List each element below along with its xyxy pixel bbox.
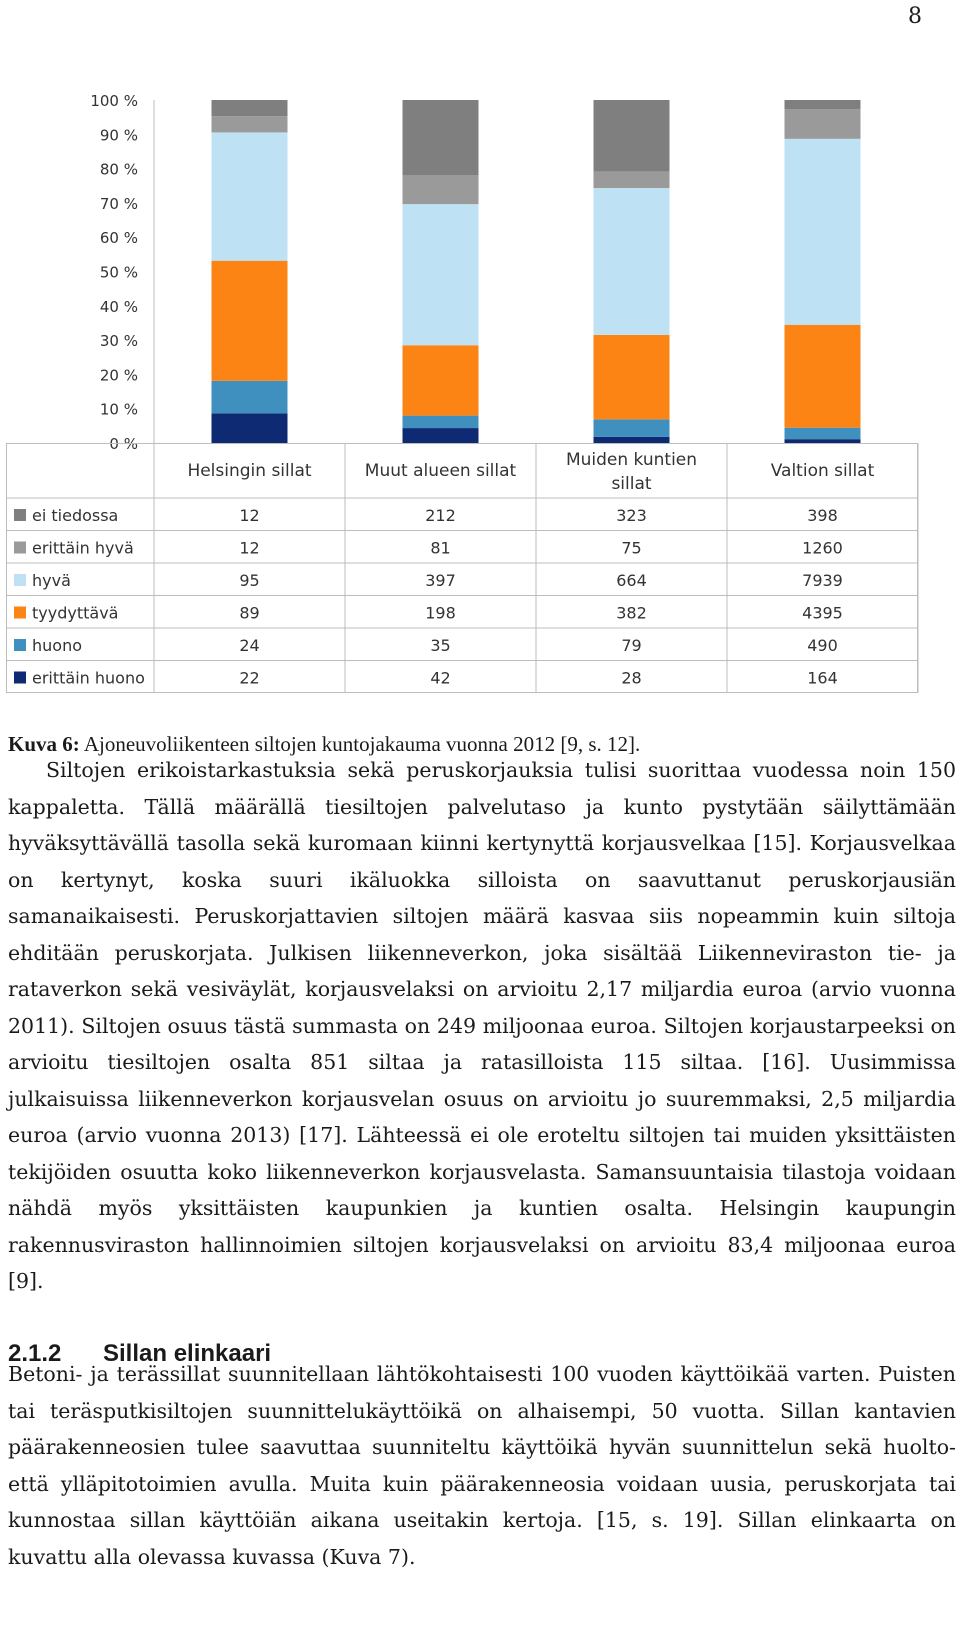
table-value: 12 bbox=[239, 538, 260, 558]
bar-segment bbox=[403, 204, 479, 345]
table-value: 212 bbox=[425, 506, 456, 525]
category-label: Valtion sillat bbox=[770, 461, 875, 481]
bar-segment bbox=[594, 419, 670, 436]
legend-label: tyydyttävä bbox=[32, 603, 119, 623]
bar-segment bbox=[785, 428, 861, 439]
table-value: 22 bbox=[239, 668, 260, 688]
table-value: 42 bbox=[430, 668, 451, 688]
table-value: 28 bbox=[621, 668, 642, 688]
legend-label: erittäin hyvä bbox=[32, 538, 134, 558]
bar-segment bbox=[403, 428, 479, 443]
table-value: 4395 bbox=[802, 603, 843, 623]
table-value: 323 bbox=[616, 506, 647, 525]
page-number: 8 bbox=[908, 4, 922, 29]
table-value: 35 bbox=[430, 636, 451, 655]
legend-label: ei tiedossa bbox=[32, 506, 119, 525]
table-value: 75 bbox=[621, 538, 642, 558]
legend-label: erittäin huono bbox=[32, 668, 145, 688]
bar-segment bbox=[785, 439, 861, 443]
bar-segment bbox=[403, 416, 479, 428]
table-value: 1260 bbox=[802, 538, 843, 558]
table-value: 7939 bbox=[802, 571, 843, 590]
bar-segment bbox=[212, 381, 288, 413]
table-value: 382 bbox=[616, 603, 647, 623]
legend-label: huono bbox=[32, 636, 82, 655]
y-tick-label: 100 % bbox=[90, 95, 138, 110]
table-value: 89 bbox=[239, 603, 260, 623]
bar-segment bbox=[212, 132, 288, 260]
y-tick-label: 60 % bbox=[99, 229, 138, 248]
bar-segment bbox=[403, 345, 479, 415]
legend-swatch bbox=[14, 607, 26, 619]
legend-label: hyvä bbox=[32, 571, 71, 590]
y-tick-label: 80 % bbox=[99, 160, 138, 179]
caption-label: Kuva 6: bbox=[8, 732, 80, 756]
y-tick-label: 30 % bbox=[99, 332, 138, 351]
category-label: Muut alueen sillat bbox=[364, 461, 517, 481]
y-tick-label: 40 % bbox=[99, 297, 138, 316]
table-value: 198 bbox=[425, 603, 456, 623]
bar-segment bbox=[212, 116, 288, 132]
y-tick-label: 90 % bbox=[99, 126, 138, 145]
category-label: sillat bbox=[611, 474, 652, 494]
bar-segment bbox=[785, 325, 861, 428]
y-tick-label: 0 % bbox=[109, 435, 138, 453]
bar-segment bbox=[212, 413, 288, 443]
bar-segment bbox=[594, 188, 670, 335]
y-tick-label: 10 % bbox=[99, 400, 138, 419]
table-value: 164 bbox=[807, 668, 838, 688]
bar-segment bbox=[594, 171, 670, 188]
bar-segment bbox=[594, 437, 670, 443]
caption-text: Ajoneuvoliikenteen siltojen kuntojakauma vuonna 2012 [9, s. 12]. bbox=[79, 732, 641, 756]
table-value: 95 bbox=[239, 571, 260, 590]
legend-swatch bbox=[14, 509, 26, 521]
table-value: 664 bbox=[616, 571, 647, 590]
bar-segment bbox=[403, 100, 479, 175]
section-title: Sillan elinkaari bbox=[103, 1340, 272, 1367]
category-label: Helsingin sillat bbox=[187, 461, 312, 481]
y-tick-label: 20 % bbox=[99, 366, 138, 385]
table-value: 79 bbox=[621, 636, 642, 655]
legend-swatch bbox=[14, 574, 26, 586]
bar-segment bbox=[212, 261, 288, 381]
category-label: Muiden kuntien bbox=[565, 450, 698, 470]
legend-swatch bbox=[14, 542, 26, 554]
y-tick-label: 50 % bbox=[99, 263, 138, 282]
table-value: 398 bbox=[807, 506, 838, 525]
legend-swatch bbox=[14, 639, 26, 651]
bar-segment bbox=[212, 100, 288, 116]
table-value: 12 bbox=[239, 506, 260, 525]
bar-segment bbox=[785, 100, 861, 109]
bar-segment bbox=[594, 335, 670, 419]
legend-swatch bbox=[14, 672, 26, 684]
bridge-condition-chart bbox=[6, 95, 954, 720]
section-number: 2.1.2 bbox=[8, 1340, 62, 1367]
table-value: 81 bbox=[430, 538, 451, 558]
table-value: 24 bbox=[239, 636, 260, 655]
table-value: 397 bbox=[425, 571, 456, 590]
chart-svg bbox=[6, 95, 954, 720]
bar-segment bbox=[785, 139, 861, 325]
bar-segment bbox=[403, 175, 479, 204]
bar-segment bbox=[594, 100, 670, 171]
table-value: 490 bbox=[807, 636, 838, 655]
paragraph-repair-debt: Siltojen erikoistarkastuksia sekä peruskorjauksia tulisi suorittaa vuodessa noin 150 kappaletta. Tällä määrällä tiesiltojen palvelutaso ja kunto pystytään säilyttämään hyväksyttävällä tasolla sekä kuromaan kiinni kertynyttä korjausvelkaa [15]. Korjausvelkaa on kertynyt, koska suuri ikäluokka silloista on saavuttanut peruskorjausiän samanaikaisesti. Peruskorjattavien siltojen määrä kasvaa siis nopeammin kuin siltoja ehditään peruskorjata. Julkisen liikenneverkon, joka sisältää Liikenneviraston tie- ja rataverkon sekä vesiväylät, korjausvelaksi on arvioitu 2,17 miljardia euroa (arvio vuonna 2011). Siltojen osuus tästä summasta on 249 miljoonaa euroa. Siltojen korjaustarpeeksi on arvioitu tiesiltojen osalta 851 siltaa ja ratasilloista 115 siltaa. [16]. Uusimmissa julkaisuissa liikenneverkon korjausvelan osuus on arvioitu jo suuremmaksi, 2,5 miljardia euroa (arvio vuonna 2013) [17]. Lähteessä ei ole eroteltu siltojen tai muiden yksittäisten tekijöiden osuutta koko liikenneverkon korjausvelasta. Samansuuntaisia tilastoja voidaan nähdä myös yksittäisten kaupunkien ja kuntien osalta. Helsingin kaupungin rakennusviraston hallinnoimien siltojen korjausvelaksi on arvioitu 83,4 miljoonaa euroa [9]. bbox=[8, 758, 956, 1293]
bar-segment bbox=[785, 109, 861, 139]
paragraph-lifecycle: Betoni- ja terässillat suunnitellaan lähtökohtaisesti 100 vuoden käyttöikää varten. Puisten tai teräsputkisiltojen suunnittelukäyttöikä on alhaisempi, 50 vuotta. Sillan kantavien päärakenneosien tulee saavuttaa suunniteltu käyttöikä hyvän suunnittelun sekä huolto- että ylläpitotoimien avulla. Muita kuin päärakenneosia voidaan uusia, peruskorjata tai kunnostaa sillan käyttöiän aikana useitakin kertoja. [15, s. 19]. Sillan elinkaarta on kuvattu alla olevassa kuvassa (Kuva 7). bbox=[8, 1362, 956, 1569]
y-tick-label: 70 % bbox=[99, 194, 138, 213]
